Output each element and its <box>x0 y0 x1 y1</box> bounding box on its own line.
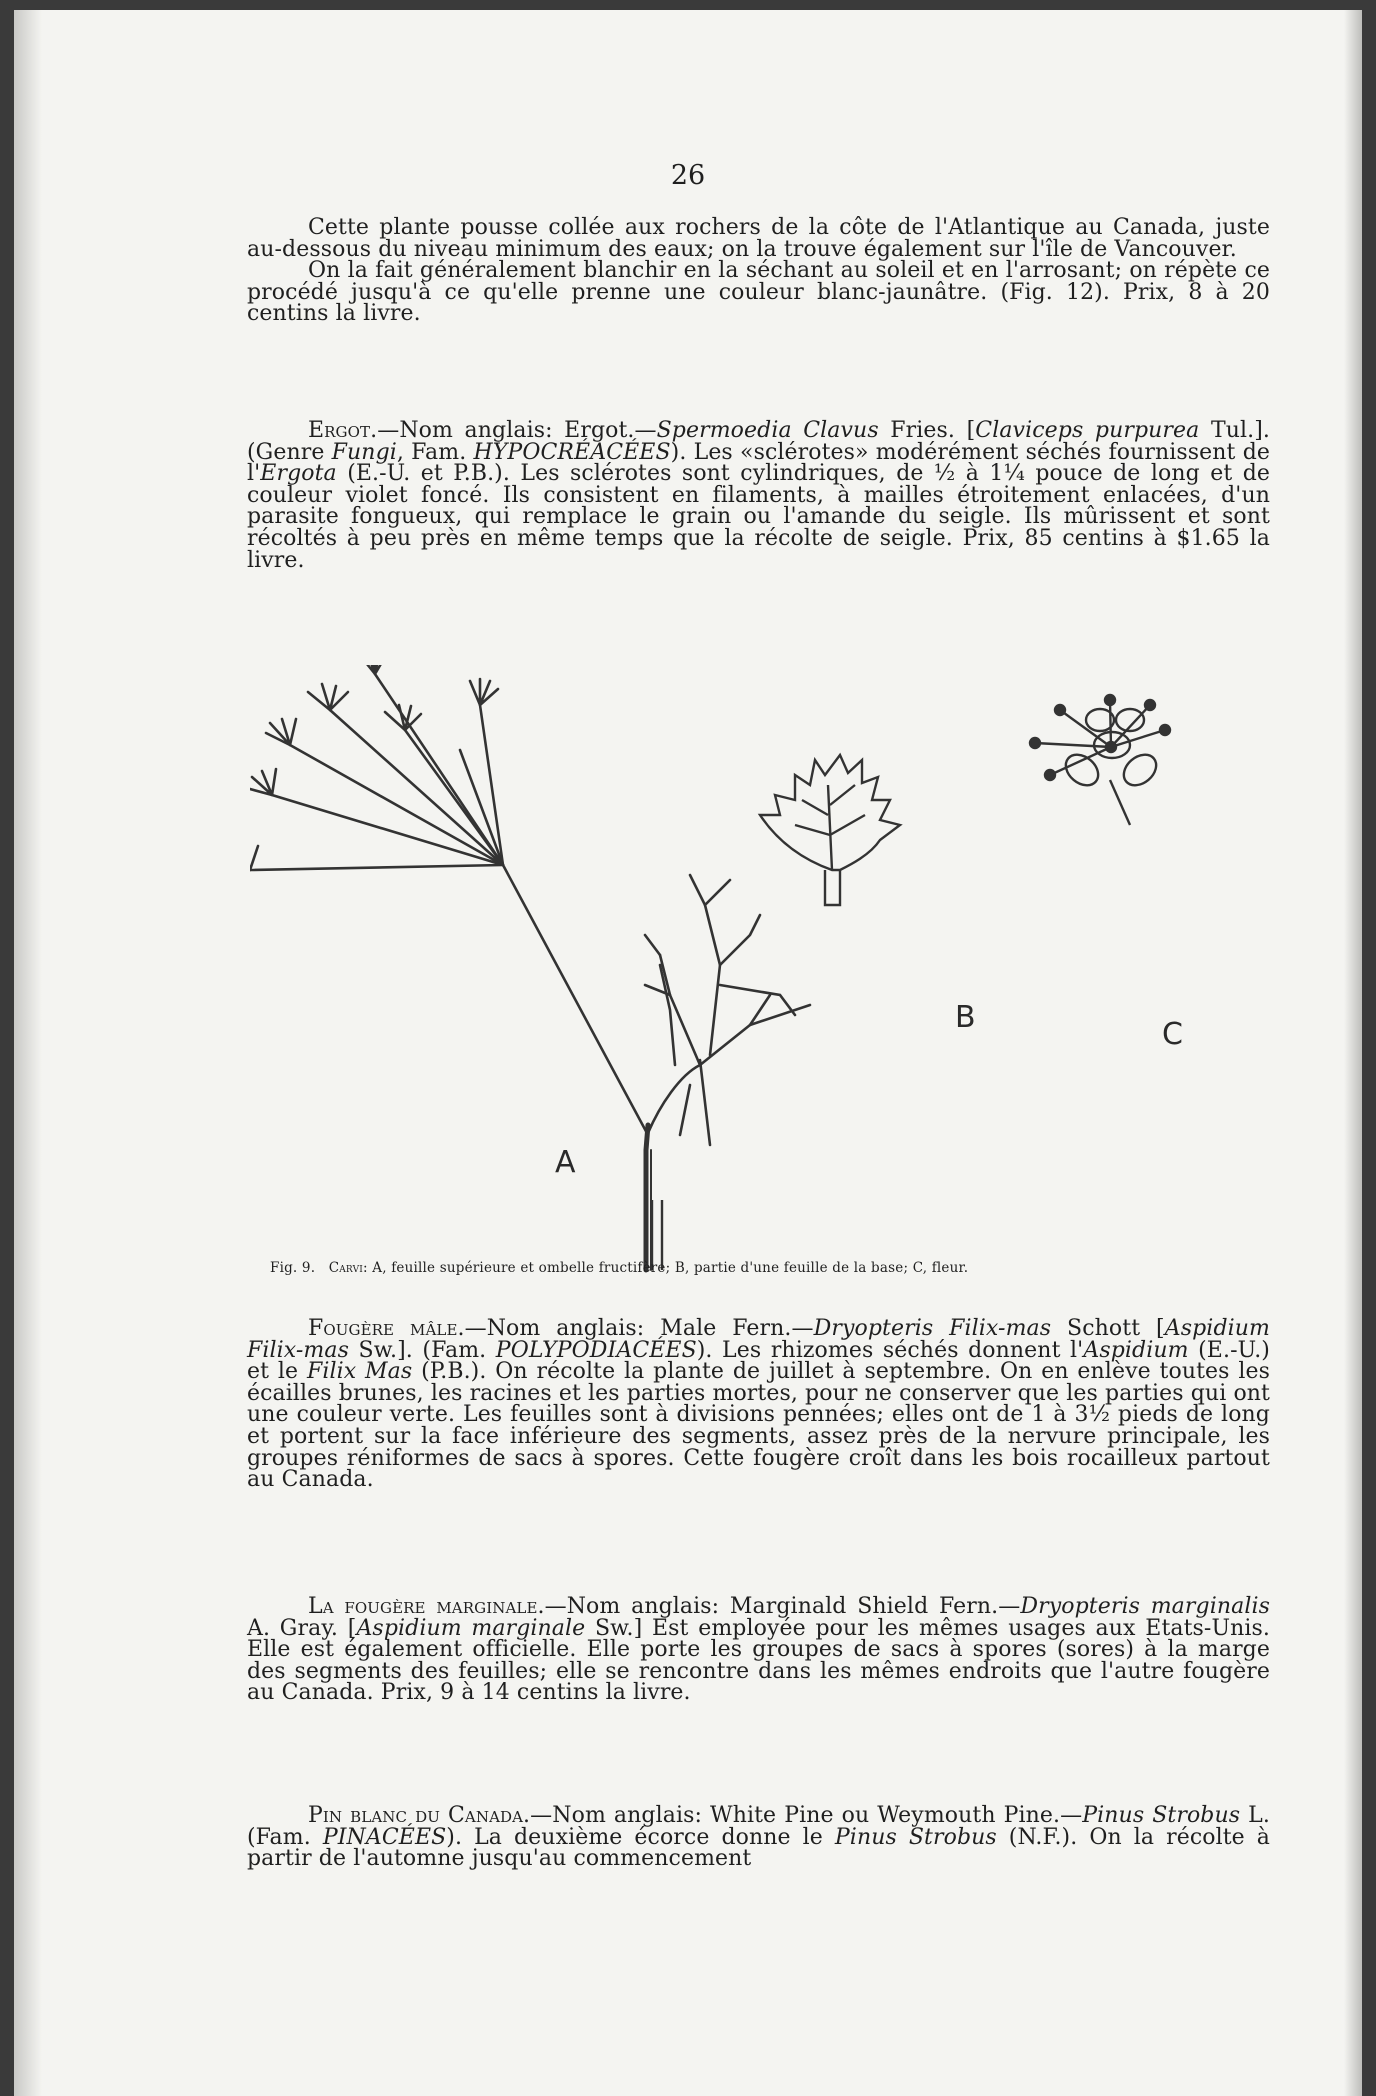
text-span: —Nom anglais: Ergot.— <box>377 418 657 443</box>
scientific-name: Aspidium Filix-mas <box>247 1316 1270 1363</box>
text-span: Sw.] Est employée pour les mêmes usages aux Etats-Unis. Elle est également officielle. Elle porte les groupes de sacs à spores (sores) à la marge des segments des feuilles; elle se rencontre dans les mêmes endroits que l'autre fougère au Canada. Prix, 9 à 14 centins la livre. <box>247 1615 1270 1706</box>
scientific-name: Spermoedia Clavus <box>656 418 879 443</box>
intro-block <box>247 217 1270 325</box>
figure-label-b: B <box>955 1000 976 1035</box>
umbel-stem-drawing <box>250 665 810 1270</box>
text-span: , Fam. <box>396 439 474 465</box>
text-span: —Nom anglais: Male Fern.— <box>464 1316 814 1341</box>
text-span: Fries. [ <box>878 418 976 443</box>
entry-heading-white-pine: Pin blanc du Canada. <box>308 1803 531 1828</box>
carvi-illustration <box>250 665 1270 1273</box>
text-span: A. Gray. [ <box>247 1615 357 1641</box>
text-span: Tul.]. (Genre <box>247 418 1270 465</box>
male-fern-entry <box>247 1318 1270 1491</box>
text-span: L. (Fam. <box>247 1803 1270 1850</box>
leaf-segment-drawing <box>652 755 900 1270</box>
figure-caption <box>270 1260 1270 1276</box>
scientific-name: Aspidium marginale <box>356 1615 586 1641</box>
scientific-name: Claviceps purpurea <box>975 418 1200 443</box>
page-number: 26 <box>670 160 706 191</box>
ergot-entry <box>247 420 1270 571</box>
white-pine-entry <box>247 1805 1270 1870</box>
marginal-fern-entry <box>247 1596 1270 1704</box>
text-span: (P.B.). On récolte la plante de juillet à septembre. On en enlève toutes les écailles brunes, les racines et les parties mortes, pour ne conserver que les parties qui ont une couleur verte. Les feuilles sont à divisions pennées; elles ont de 1 à 3½ pieds de long et portent sur la face inférieure des segments, assez près de la nervure principale, les groupes réniformes de sacs à spores. Cette fougère croît dans les bois rocailleux partout au Canada. <box>247 1359 1270 1493</box>
flower-drawing <box>1030 695 1170 825</box>
scientific-name: Dryopteris marginalis <box>1020 1594 1270 1619</box>
genus-name: Fungi <box>331 439 397 465</box>
text-span: (E.-U. et P.B.). Les sclérotes sont cylindriques, de ½ à 1¼ pouce de long et de couleur violet foncé. Ils consistent en filaments, à mailles étroitement enlacées, d'un parasite fongueux, qui remplace le grain ou l'amande du seigle. Ils mûrissent et sont récoltés à peu près en même temps que la récolte de seigle. Prix, 85 centins à $1.65 la livre. <box>247 461 1270 573</box>
text-span: ). La deuxième écorce donne le <box>446 1824 835 1850</box>
paragraph-location: Cette plante pousse collée aux rochers de la côte de l'Atlantique au Canada, juste au-dessous du niveau minimum des eaux; on la trouve également sur l'île de Vancouver. <box>247 215 1270 262</box>
paragraph-male-fern <box>247 1318 1270 1491</box>
entry-heading-ergot: Ergot. <box>308 418 378 443</box>
caption-plant-name: Carvi <box>328 1260 364 1276</box>
caption-fig-number: Fig. 9. <box>270 1260 316 1276</box>
drug-name: Filix Mas <box>306 1359 413 1385</box>
page-edge-left <box>14 10 42 2096</box>
page-edge-right <box>1344 10 1362 2096</box>
text-span: ). Les «sclérotes» modérément séchés fournissent de l' <box>247 439 1270 487</box>
paragraph-bleaching: On la fait généralement blanchir en la séchant au soleil et en l'arrosant; on répète ce procédé jusqu'à ce qu'elle prenne une couleur blanc-jaunâtre. (Fig. 12). Prix, 8 à 20 centins la livre. <box>247 258 1270 327</box>
scientific-name: Dryopteris Filix-mas <box>813 1316 1052 1341</box>
text-span: (N.F.). On la récolte à partir de l'automne jusqu'au commencement <box>247 1824 1270 1872</box>
caption-text: : A, feuille supérieure et ombelle fructifère; B, partie d'une feuille de la base; C, fleur. <box>363 1260 969 1276</box>
figure-label-c: C <box>1162 1017 1183 1052</box>
text-span: —Nom anglais: Marginald Shield Fern.— <box>544 1594 1021 1619</box>
text-span: Sw.]. (Fam. <box>349 1337 496 1363</box>
drug-name: Aspidium <box>1083 1337 1189 1363</box>
family-name: PINACÉES <box>322 1824 447 1850</box>
entry-heading-male-fern: Fougère mâle. <box>308 1316 465 1341</box>
figure-9-carvi <box>250 665 1270 1273</box>
scientific-name: Pinus Strobus <box>1082 1803 1241 1828</box>
figure-label-a: A <box>555 1145 576 1180</box>
text-span: —Nom anglais: White Pine ou Weymouth Pine.— <box>530 1803 1083 1828</box>
paragraph-white-pine <box>247 1805 1270 1870</box>
family-name: HYPOCRÉACÉES <box>473 439 671 465</box>
family-name: POLYPODIACÉES <box>495 1337 697 1363</box>
paragraph-ergot <box>247 420 1270 571</box>
scientific-name: Pinus Strobus <box>834 1824 997 1850</box>
paragraph-marginal-fern <box>247 1596 1270 1704</box>
text-span: ). Les rhizomes séchés donnent l' <box>696 1337 1084 1363</box>
entry-heading-marginal-fern: La fougère marginale. <box>308 1594 545 1619</box>
drug-name: Ergota <box>260 461 337 487</box>
text-span: Schott [ <box>1051 1316 1165 1341</box>
text-span: (E.-U.) et le <box>247 1337 1270 1385</box>
